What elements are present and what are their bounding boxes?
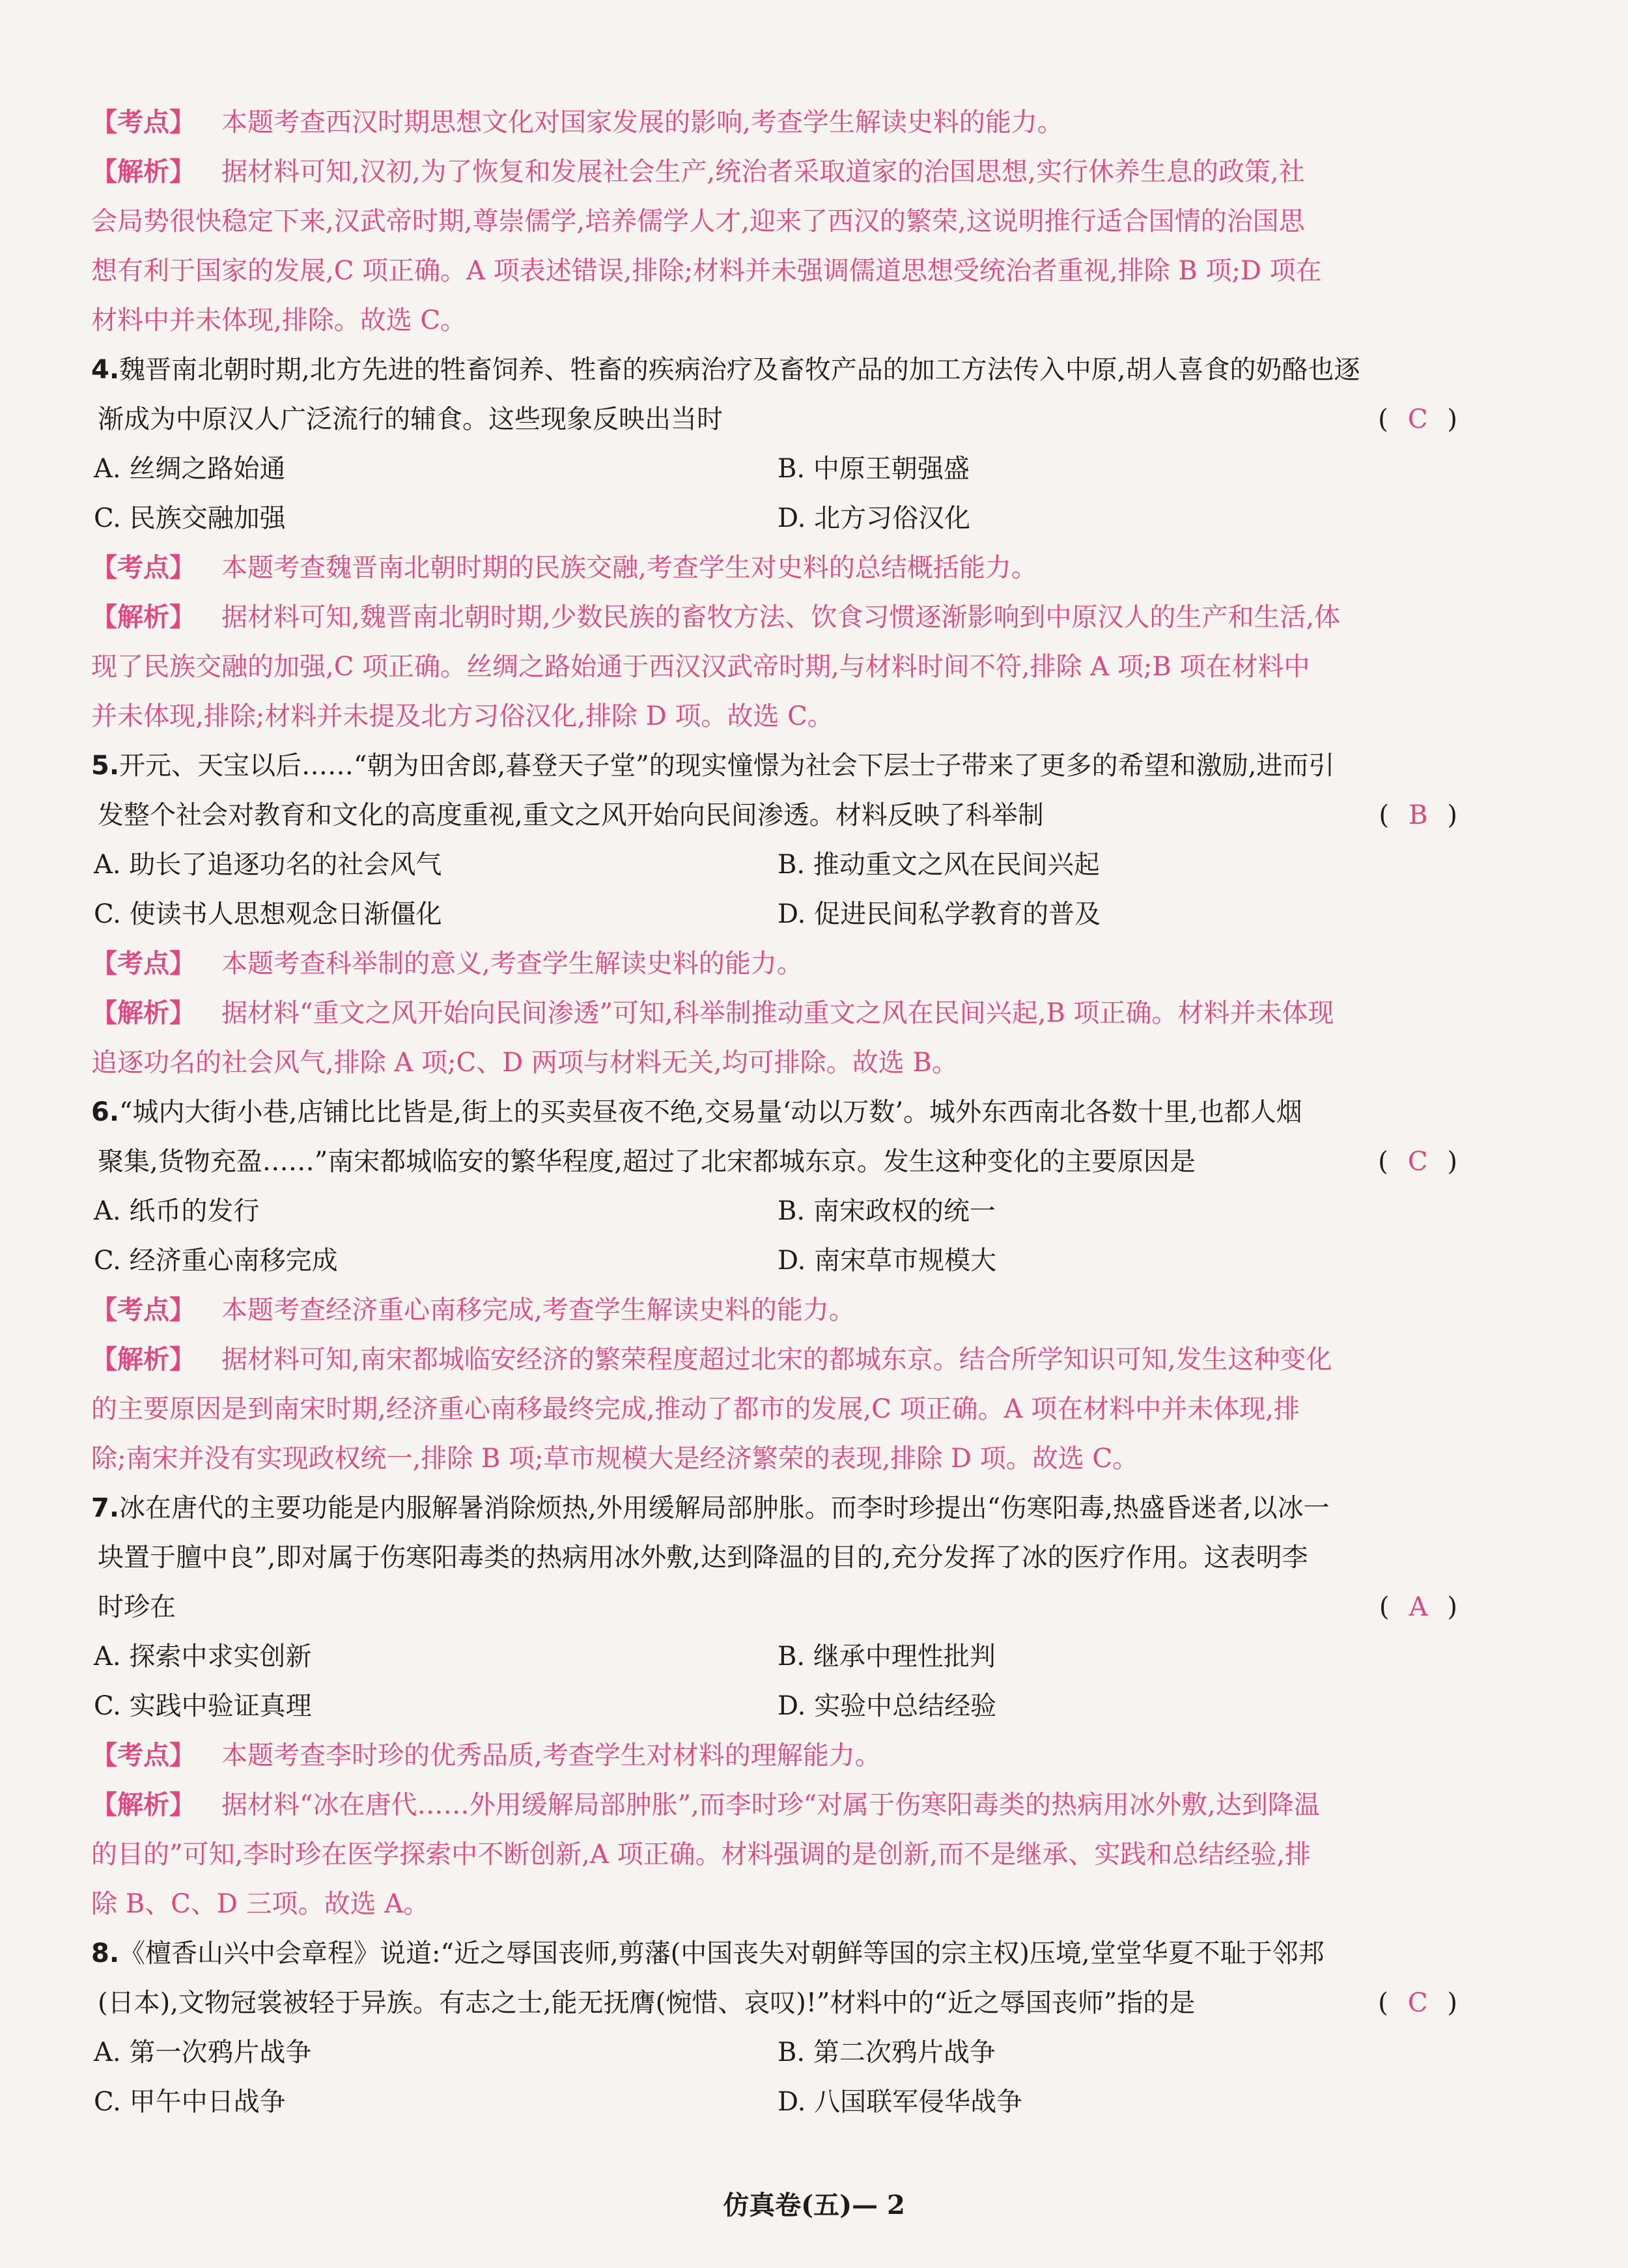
kaodian-text: 本题考查西汉时期思想文化对国家发展的影响,考查学生解读史料的能力。 [221, 107, 1063, 137]
q7-jiexi [91, 1780, 1459, 1830]
jiexi-tag: 【解析】 [91, 1344, 195, 1375]
option-d: D. 促进民间私学教育的普及 [778, 899, 1101, 929]
q4-stem-line [91, 395, 1459, 444]
q4-jiexi-line: 现了民族交融的加强,C 项正确。丝绸之路始通于西汉汉武帝时期,与材料时间不符,排除 A 项;B 项在材料中 [91, 652, 1310, 682]
option-d: D. 南宋草市规模大 [778, 1246, 997, 1276]
q5-options-row [91, 889, 1459, 939]
answer-bracket [1379, 1582, 1459, 1632]
answer-letter: C [1407, 1147, 1429, 1177]
q3-jiexi-line: 材料中并未体现,排除。故选 C。 [91, 305, 467, 335]
option-b: B. 中原王朝强盛 [778, 454, 970, 484]
question-number: 7. [91, 1493, 120, 1523]
kaodian-text: 本题考查经济重心南移完成,考查学生解读史料的能力。 [221, 1295, 855, 1325]
kaodian-tag: 【考点】 [91, 107, 195, 137]
question-text: 开元、天宝以后……“朝为田舍郎,暮登天子堂”的现实憧憬为社会下层士子带来了更多的希望和激励,进而引 [119, 751, 1335, 781]
q5-options-row [91, 840, 1459, 889]
option-a: A. 第一次鸦片战争 [94, 2037, 312, 2067]
paren-close: ) [1447, 1988, 1459, 2018]
kaodian-tag: 【考点】 [91, 1740, 195, 1771]
answer-bracket [1378, 1978, 1459, 2028]
paren-close: ) [1447, 404, 1459, 434]
option-c: C. 实践中验证真理 [94, 1691, 312, 1721]
question-number: 5. [91, 751, 120, 781]
q5-jiexi [91, 988, 1459, 1038]
q4-options-row [91, 444, 1459, 494]
question-text: 聚集,货物充盈……”南宋都城临安的繁华程度,超过了北宋都城东京。发生这种变化的主要原因是 [98, 1147, 1196, 1177]
q3-jiexi-line: 会局势很快稳定下来,汉武帝时期,尊崇儒学,培养儒学人才,迎来了西汉的繁荣,这说明推行适合国情的治国思 [91, 206, 1305, 236]
q8-stem [91, 1929, 1459, 1978]
answer-bracket [1378, 395, 1459, 444]
jiexi-tag: 【解析】 [91, 1789, 195, 1820]
kaodian-text: 本题考查李时珍的优秀品质,考查学生对材料的理解能力。 [221, 1741, 881, 1771]
q7-stem-line [91, 1582, 1459, 1632]
q3-jiexi-line: 想有利于国家的发展,C 项正确。A 项表述错误,排除;材料并未强调儒道思想受统治者重视,排除 B 项;D 项在 [91, 256, 1322, 286]
jiexi-text: 据材料“重文之风开始向民间渗透”可知,科举制推动重文之风在民间兴起,B 项正确。材料并未体现 [221, 998, 1334, 1028]
question-text: 《檀香山兴中会章程》说道:“近之辱国丧师,剪藩(中国丧失对朝鲜等国的宗主权)压境,堂堂华夏不耻于邻邦 [119, 1939, 1325, 1968]
q4-jiexi [91, 593, 1459, 642]
kaodian-tag: 【考点】 [91, 948, 195, 979]
question-number: 4. [91, 355, 120, 385]
q5-stem-line [91, 791, 1459, 840]
q3-jiexi [91, 147, 1459, 197]
question-text: (日本),文物冠裳被轻于异族。有志之士,能无抚膺(惋惜、哀叹)!”材料中的“近之辱国丧师”指的是 [98, 1988, 1196, 2018]
question-text: 冰在唐代的主要功能是内服解暑消除烦热,外用缓解局部肿胀。而李时珍提出“伤寒阳毒,热盛昏迷者,以冰一 [119, 1493, 1330, 1523]
q7-jiexi-line: 的目的”可知,李时珍在医学探索中不断创新,A 项正确。材料强调的是创新,而不是继承、实践和总结经验,排 [91, 1840, 1311, 1869]
q3-kaodian [91, 98, 1459, 147]
q8-stem-line [91, 1978, 1459, 2028]
kaodian-text: 本题考查科举制的意义,考查学生解读史料的能力。 [221, 949, 803, 979]
kaodian-text: 本题考查魏晋南北朝时期的民族交融,考查学生对史料的总结概括能力。 [221, 553, 1037, 583]
option-b: B. 继承中理性批判 [778, 1642, 996, 1672]
q6-jiexi-line: 除;南宋并没有实现政权统一,排除 B 项;草市规模大是经济繁荣的表现,排除 D 项。故选 C。 [91, 1444, 1139, 1474]
answer-letter: B [1408, 800, 1429, 830]
option-a: A. 丝绸之路始通 [94, 454, 286, 484]
q6-kaodian [91, 1285, 1459, 1335]
jiexi-tag: 【解析】 [91, 602, 195, 632]
q7-stem-line: 块置于膻中良”,即对属于伤寒阳毒类的热病用冰外敷,达到降温的目的,充分发挥了冰的医疗作用。这表明李 [98, 1543, 1308, 1573]
kaodian-tag: 【考点】 [91, 1295, 195, 1325]
option-a: A. 助长了追逐功名的社会风气 [94, 850, 442, 880]
q8-options-row [91, 2028, 1459, 2077]
option-a: A. 探索中求实创新 [94, 1642, 312, 1672]
q7-kaodian [91, 1731, 1459, 1780]
option-c: C. 经济重心南移完成 [94, 1246, 338, 1276]
option-c: C. 甲午中日战争 [94, 2087, 286, 2117]
paren-open: ( [1379, 1592, 1391, 1622]
q6-jiexi [91, 1335, 1459, 1384]
option-d: D. 实验中总结经验 [778, 1691, 997, 1721]
jiexi-tag: 【解析】 [91, 156, 195, 187]
q6-stem-line [91, 1137, 1459, 1186]
paren-open: ( [1378, 1988, 1390, 2018]
q6-options-row [91, 1236, 1459, 1285]
answer-letter: A [1409, 1592, 1429, 1622]
question-text: 发整个社会对教育和文化的高度重视,重文之风开始向民间渗透。材料反映了科举制 [98, 800, 1044, 830]
q5-jiexi-line: 追逐功名的社会风气,排除 A 项;C、D 两项与材料无关,均可排除。故选 B。 [91, 1048, 958, 1078]
option-c: C. 民族交融加强 [94, 503, 286, 533]
paren-open: ( [1379, 800, 1390, 830]
page-content [91, 98, 1459, 2127]
q7-options-row [91, 1681, 1459, 1731]
answer-bracket [1378, 1137, 1459, 1186]
jiexi-text: 据材料可知,汉初,为了恢复和发展社会生产,统治者采取道家的治国思想,实行休养生息的政策,社 [221, 157, 1305, 187]
jiexi-text: 据材料“冰在唐代……外用缓解局部肿胀”,而李时珍“对属于伤寒阳毒类的热病用冰外敷,达到降温 [221, 1790, 1320, 1820]
answer-bracket [1379, 791, 1459, 840]
option-b: B. 第二次鸦片战争 [778, 2037, 996, 2067]
question-number: 6. [91, 1097, 120, 1127]
question-text: 魏晋南北朝时期,北方先进的牲畜饲养、牲畜的疾病治疗及畜牧产品的加工方法传入中原,胡人喜食的奶酪也逐 [119, 355, 1360, 385]
question-text: 时珍在 [98, 1592, 176, 1622]
answer-letter: C [1407, 404, 1429, 434]
q4-stem [91, 345, 1459, 395]
paren-close: ) [1447, 1592, 1459, 1622]
option-d: D. 北方习俗汉化 [778, 503, 971, 533]
paren-open: ( [1378, 1147, 1390, 1177]
q7-stem [91, 1483, 1459, 1533]
jiexi-text: 据材料可知,南宋都城临安经济的繁荣程度超过北宋的都城东京。结合所学知识可知,发生这种变化 [221, 1345, 1332, 1375]
option-c: C. 使读书人思想观念日渐僵化 [94, 899, 442, 929]
q4-kaodian [91, 543, 1459, 593]
question-text: 渐成为中原汉人广泛流行的辅食。这些现象反映出当时 [98, 404, 723, 434]
paren-close: ) [1447, 800, 1459, 830]
jiexi-text: 据材料可知,魏晋南北朝时期,少数民族的畜牧方法、饮食习惯逐渐影响到中原汉人的生产和生活,体 [221, 602, 1341, 632]
question-number: 8. [91, 1939, 120, 1968]
option-b: B. 南宋政权的统一 [778, 1196, 996, 1226]
option-a: A. 纸币的发行 [94, 1196, 260, 1226]
q7-jiexi-line: 除 B、C、D 三项。故选 A。 [91, 1889, 430, 1919]
option-d: D. 八国联军侵华战争 [778, 2087, 1023, 2117]
paren-close: ) [1447, 1147, 1459, 1177]
q6-stem [91, 1087, 1459, 1137]
q4-jiexi-line: 并未体现,排除;材料并未提及北方习俗汉化,排除 D 项。故选 C。 [91, 701, 834, 731]
q7-options-row [91, 1632, 1459, 1681]
option-b: B. 推动重文之风在民间兴起 [778, 850, 1100, 880]
answer-letter: C [1407, 1988, 1429, 2018]
q6-jiexi-line: 的主要原因是到南宋时期,经济重心南移最终完成,推动了都市的发展,C 项正确。A 项在材料中并未体现,排 [91, 1394, 1300, 1424]
q5-stem [91, 741, 1459, 791]
q6-options-row [91, 1186, 1459, 1236]
q4-options-row [91, 494, 1459, 543]
page-footer: 仿真卷(五)— 2 [723, 2190, 905, 2220]
paren-open: ( [1378, 404, 1390, 434]
question-text: “城内大街小巷,店铺比比皆是,街上的买卖昼夜不绝,交易量‘动以万数’。城外东西南北各数十里,也都人烟 [119, 1097, 1302, 1127]
q8-options-row [91, 2077, 1459, 2127]
q5-kaodian [91, 939, 1459, 988]
jiexi-tag: 【解析】 [91, 998, 195, 1028]
kaodian-tag: 【考点】 [91, 552, 195, 583]
